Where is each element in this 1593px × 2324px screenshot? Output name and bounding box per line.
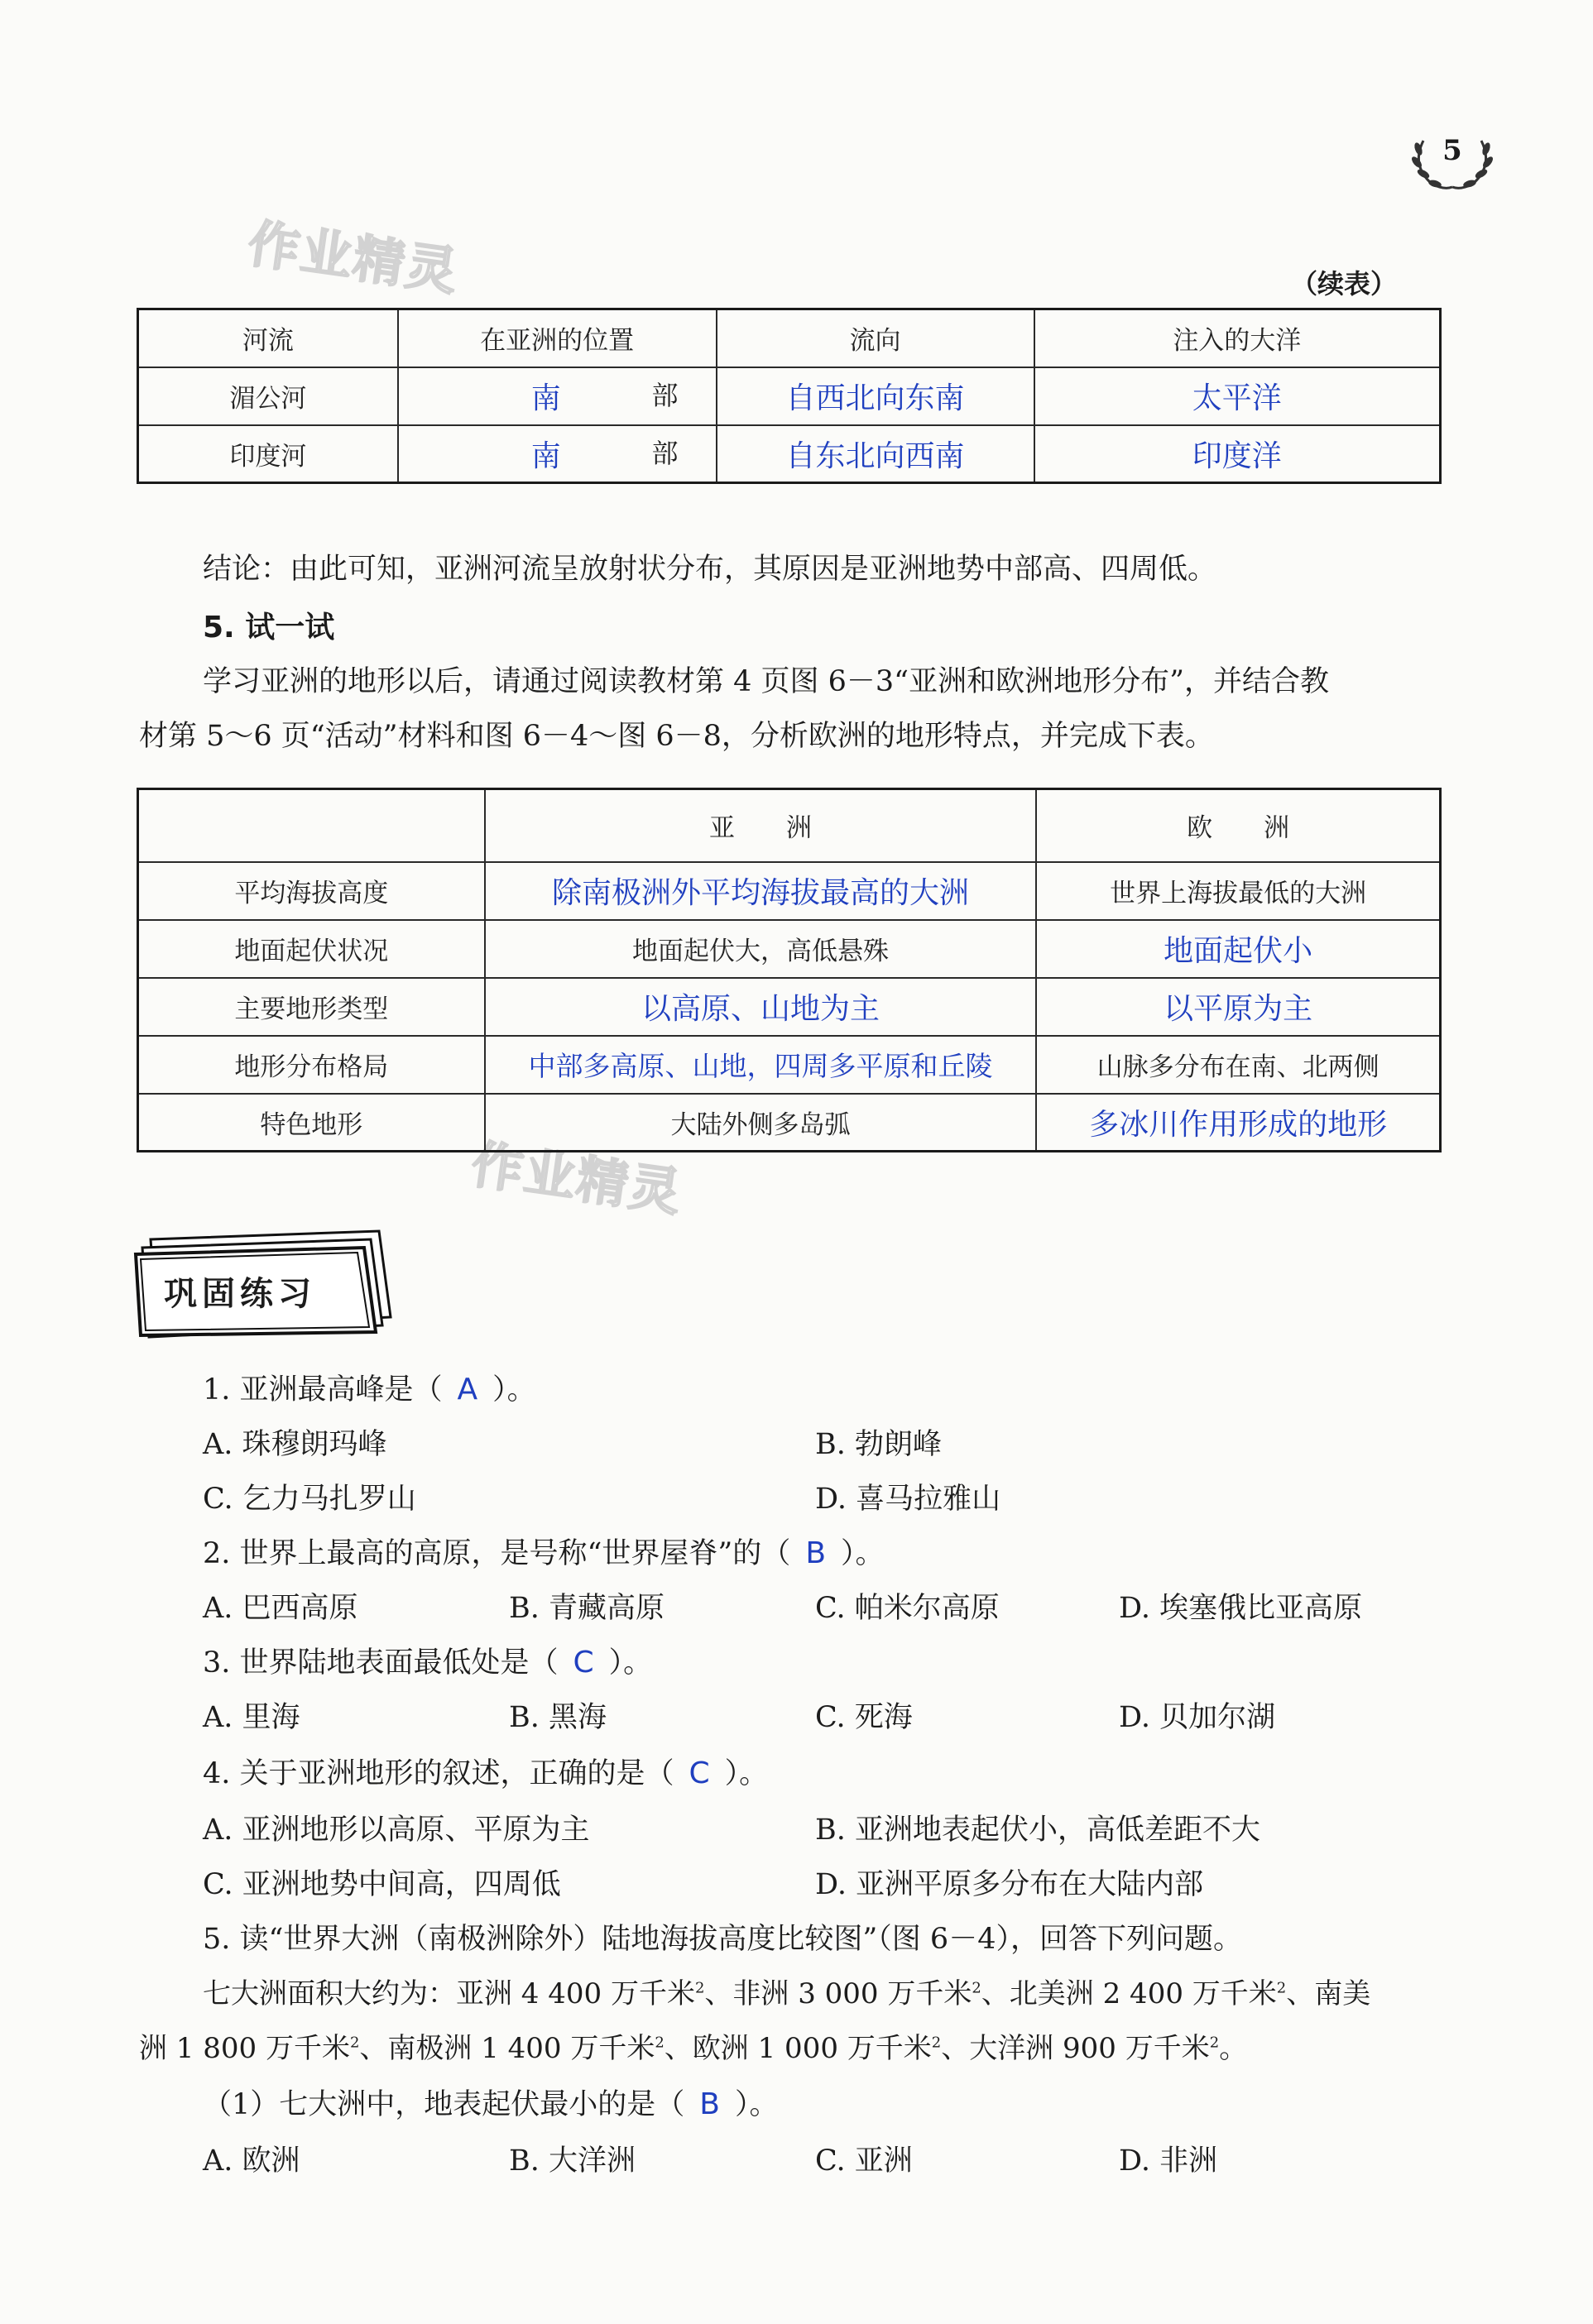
question-2 <box>203 1531 885 1572</box>
area-part: 、大洋洲 900 万千米 <box>941 2032 1210 2065</box>
question-answer: A <box>457 1373 478 1406</box>
option: D. 非洲 <box>1119 2144 1218 2178</box>
direction-answer: 自西北向东南 <box>717 367 1034 425</box>
question-stem: 4. 关于亚洲地形的叙述，正确的是（ <box>203 1757 674 1790</box>
position-answer: 南 <box>530 438 561 473</box>
question-stem-end: ）。 <box>724 1757 769 1790</box>
question-stem-end: ）。 <box>492 1373 536 1406</box>
table-header-cell <box>138 789 485 862</box>
question-stem: 2. 世界上最高的高原，是号称“世界屋脊”的（ <box>203 1537 791 1570</box>
area-part: 七大洲面积大约为：亚洲 4 400 万千米 <box>203 1977 695 2010</box>
direction-answer: 自东北向西南 <box>717 425 1034 483</box>
asia-answer: 以高原、山地为主 <box>485 978 1037 1036</box>
table-row <box>138 920 1441 978</box>
option: B. 勃朗峰 <box>815 1428 942 1461</box>
area-part: 、北美洲 2 400 万千米 <box>981 1977 1277 2010</box>
option: C. 死海 <box>815 1701 913 1734</box>
watermark: 作业精灵 <box>244 213 463 303</box>
superscript: 2 <box>349 2034 360 2052</box>
question-stem: 3. 世界陆地表面最低处是（ <box>203 1646 559 1680</box>
position-suffix: 部 <box>651 437 679 469</box>
option: C. 亚洲地势中间高，四周低 <box>203 1868 561 1901</box>
river-table <box>137 308 1442 484</box>
row-label: 特色地形 <box>138 1094 485 1152</box>
option: C. 亚洲 <box>815 2144 913 2178</box>
page-number <box>1407 124 1498 199</box>
europe-answer: 多冰川作用形成的地形 <box>1036 1094 1440 1152</box>
table-row <box>138 367 1441 425</box>
option: B. 青藏高原 <box>509 1592 665 1625</box>
option: A. 亚洲地形以高原、平原为主 <box>203 1814 590 1847</box>
option: C. 乞力马扎罗山 <box>203 1483 416 1516</box>
question-answer: B <box>805 1536 827 1570</box>
terrain-table <box>137 788 1442 1152</box>
europe-given: 世界上海拔最低的大洲 <box>1036 862 1440 920</box>
continued-label: （续表） <box>1291 268 1398 299</box>
question-stem: （1）七大洲中，地表起伏最小的是（ <box>203 2088 685 2121</box>
option: D. 喜马拉雅山 <box>815 1483 1001 1516</box>
asia-answer: 中部多高原、山地，四周多平原和丘陵 <box>485 1036 1037 1094</box>
option: B. 黑海 <box>509 1701 607 1734</box>
position-answer: 南 <box>530 381 561 415</box>
practice-badge <box>132 1224 405 1340</box>
question-1 <box>203 1367 536 1408</box>
option: D. 贝加尔湖 <box>1119 1701 1276 1734</box>
position-cell <box>398 425 717 483</box>
asia-answer: 除南极洲外平均海拔最高的大洲 <box>485 862 1037 920</box>
option: A. 珠穆朗玛峰 <box>203 1428 387 1461</box>
watermark: 作业精灵 <box>468 1133 687 1224</box>
question-answer: B <box>699 2087 720 2121</box>
area-part: 、非洲 3 000 万千米 <box>704 1977 972 2010</box>
superscript: 2 <box>655 2034 665 2052</box>
option: A. 欧洲 <box>203 2144 300 2178</box>
question-stem-end: ）。 <box>734 2088 779 2121</box>
position-suffix: 部 <box>651 380 679 411</box>
superscript: 2 <box>972 1979 981 1997</box>
section-5-text: 材第 5～6 页“活动”材料和图 6－4～图 6－8，分析欧洲的地形特点，并完成下表。 <box>139 720 1214 753</box>
area-text <box>203 1971 1370 2011</box>
badge-title: 巩固练习 <box>164 1275 316 1313</box>
question-answer: C <box>689 1756 710 1790</box>
row-label: 主要地形类型 <box>138 978 485 1036</box>
river-name: 印度河 <box>138 425 398 483</box>
table-header-cell: 注入的大洋 <box>1034 309 1441 367</box>
question-answer: C <box>573 1646 594 1680</box>
row-label: 地形分布格局 <box>138 1036 485 1094</box>
ocean-answer: 印度洋 <box>1034 425 1441 483</box>
europe-answer: 以平原为主 <box>1036 978 1440 1036</box>
section-5-text: 学习亚洲的地形以后，请通过阅读教材第 4 页图 6－3“亚洲和欧洲地形分布”，并结合教 <box>203 665 1329 698</box>
asia-given: 大陆外侧多岛弧 <box>485 1094 1037 1152</box>
area-part: 、南极洲 1 400 万千米 <box>359 2032 655 2065</box>
option: C. 帕米尔高原 <box>815 1592 1000 1625</box>
position-cell <box>398 367 717 425</box>
question-stem: 1. 亚洲最高峰是（ <box>203 1373 443 1406</box>
option: B. 亚洲地表起伏小，高低差距不大 <box>815 1814 1260 1847</box>
table-header-row <box>138 309 1441 367</box>
superscript: 2 <box>694 1979 705 1997</box>
question-5-1 <box>203 2082 779 2123</box>
row-label: 平均海拔高度 <box>138 862 485 920</box>
table-header-cell: 在亚洲的位置 <box>398 309 717 367</box>
river-name: 湄公河 <box>138 367 398 425</box>
area-text <box>139 2025 1247 2066</box>
section-5-title: 5. 试一试 <box>203 611 335 644</box>
page-number-text: 5 <box>1442 134 1462 167</box>
option: A. 巴西高原 <box>203 1592 358 1625</box>
conclusion-text: 结论：由此可知，亚洲河流呈放射状分布，其原因是亚洲地势中部高、四周低。 <box>203 553 1217 586</box>
table-row <box>138 862 1441 920</box>
table-header-cell: 流向 <box>717 309 1034 367</box>
option: D. 亚洲平原多分布在大陆内部 <box>815 1868 1204 1901</box>
area-part: 、南美 <box>1286 1977 1371 2010</box>
table-header-cell: 亚 洲 <box>485 789 1037 862</box>
area-part: 、欧洲 1 000 万千米 <box>664 2032 932 2065</box>
table-header-row <box>138 789 1441 862</box>
table-row <box>138 425 1441 483</box>
table-row <box>138 1036 1441 1094</box>
row-label: 地面起伏状况 <box>138 920 485 978</box>
superscript: 2 <box>1209 2034 1220 2052</box>
europe-given: 山脉多分布在南、北两侧 <box>1036 1036 1440 1094</box>
asia-given: 地面起伏大，高低悬殊 <box>485 920 1037 978</box>
superscript: 2 <box>931 2034 942 2052</box>
question-4 <box>203 1751 768 1792</box>
option: B. 大洋洲 <box>509 2144 636 2178</box>
table-row <box>138 978 1441 1036</box>
ocean-answer: 太平洋 <box>1034 367 1441 425</box>
question-stem-end: ）。 <box>841 1537 885 1570</box>
superscript: 2 <box>1276 1979 1287 1997</box>
option: A. 里海 <box>203 1701 300 1734</box>
question-3 <box>203 1640 652 1681</box>
europe-answer: 地面起伏小 <box>1036 920 1440 978</box>
table-header-cell: 欧 洲 <box>1036 789 1440 862</box>
area-part: 。 <box>1219 2032 1248 2065</box>
table-header-cell: 河流 <box>138 309 398 367</box>
question-5: 5. 读“世界大洲（南极洲除外）陆地海拔高度比较图”（图 6－4），回答下列问题。 <box>203 1923 1242 1956</box>
area-part: 洲 1 800 万千米 <box>139 2032 350 2065</box>
table-row <box>138 1094 1441 1152</box>
question-stem-end: ）。 <box>608 1646 653 1680</box>
option: D. 埃塞俄比亚高原 <box>1119 1592 1363 1625</box>
